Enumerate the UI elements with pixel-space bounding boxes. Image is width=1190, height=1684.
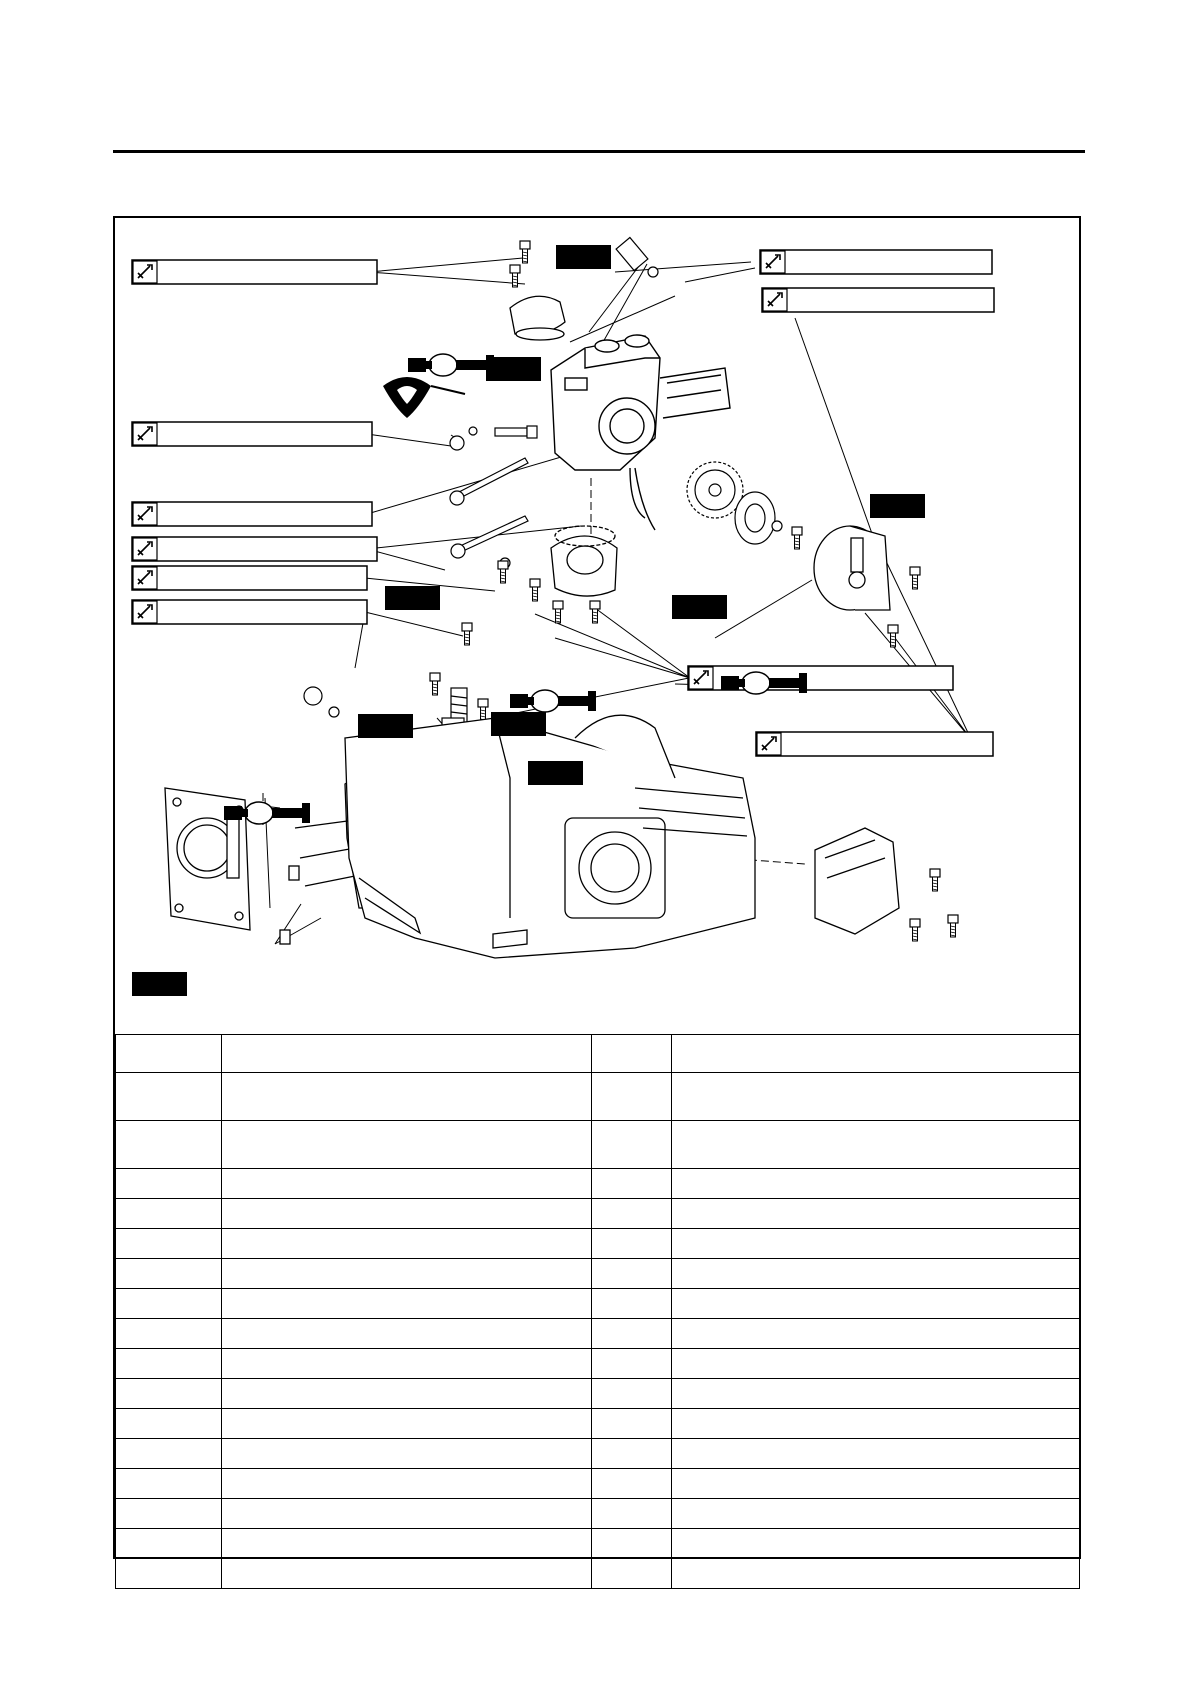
bolt — [478, 699, 488, 721]
table-cell — [116, 1199, 222, 1229]
table-row — [116, 1499, 1080, 1529]
wrench-icon — [133, 423, 157, 445]
table-cell — [592, 1559, 672, 1589]
bolt — [792, 527, 802, 549]
table-cell — [592, 1439, 672, 1469]
table-cell — [116, 1319, 222, 1349]
table-row — [116, 1229, 1080, 1259]
table-cell — [116, 1121, 222, 1169]
bolt — [462, 623, 472, 645]
table-cell — [672, 1559, 1080, 1589]
table-row — [116, 1169, 1080, 1199]
header-rule — [113, 150, 1085, 153]
new-part-badge — [491, 712, 546, 736]
parts-table — [115, 1034, 1080, 1589]
torque-spec-bottom-right — [756, 732, 993, 756]
table-row — [116, 1121, 1080, 1169]
table-cell — [672, 1529, 1080, 1559]
table-cell — [116, 1379, 222, 1409]
table-cell — [592, 1499, 672, 1529]
bolt — [430, 673, 440, 695]
table-cell — [222, 1529, 592, 1559]
table-cell — [672, 1229, 1080, 1259]
pump-housing — [551, 526, 617, 596]
table-cell — [672, 1169, 1080, 1199]
table-cell — [222, 1379, 592, 1409]
bolt — [930, 869, 940, 891]
bolt — [910, 567, 920, 589]
table-cell — [672, 1073, 1080, 1121]
new-part-badge — [672, 595, 727, 619]
crankcase-cover — [815, 828, 899, 934]
spark-plug — [450, 426, 537, 450]
new-part-badge — [528, 761, 583, 785]
torque-spec-top-left — [132, 260, 377, 284]
table-cell — [592, 1289, 672, 1319]
table-row — [116, 1409, 1080, 1439]
table-cell — [672, 1259, 1080, 1289]
column-header — [222, 1035, 592, 1073]
table-cell — [672, 1199, 1080, 1229]
table-cell — [672, 1319, 1080, 1349]
table-cell — [592, 1169, 672, 1199]
wrench-icon — [133, 503, 157, 525]
table-row — [116, 1559, 1080, 1589]
new-part-badge — [556, 245, 611, 269]
table-cell — [592, 1529, 672, 1559]
bolt — [590, 601, 600, 623]
table-cell — [222, 1349, 592, 1379]
bolt — [520, 241, 530, 263]
table-row — [116, 1073, 1080, 1121]
table-cell — [116, 1499, 222, 1529]
torque-spec-top-right-1 — [760, 250, 992, 274]
bolt — [910, 919, 920, 941]
table-cell — [222, 1559, 592, 1589]
table-cell — [116, 1529, 222, 1559]
wrench-icon — [133, 567, 157, 589]
table-cell — [116, 1259, 222, 1289]
table-cell — [116, 1229, 222, 1259]
new-part-badge — [870, 494, 925, 518]
table-cell — [592, 1073, 672, 1121]
table-cell — [592, 1319, 672, 1349]
table-cell — [672, 1289, 1080, 1319]
table-cell — [222, 1499, 592, 1529]
table-cell — [222, 1169, 592, 1199]
exploded-parts-diagram — [115, 218, 1079, 1034]
table-row — [116, 1469, 1080, 1499]
table-cell — [222, 1409, 592, 1439]
table-cell — [672, 1409, 1080, 1439]
table-cell — [592, 1121, 672, 1169]
new-part-badge — [486, 357, 541, 381]
table-row — [116, 1259, 1080, 1289]
head-bolts — [450, 458, 528, 568]
table-cell — [222, 1199, 592, 1229]
grease-icon — [383, 377, 465, 418]
table-cell — [222, 1469, 592, 1499]
bolt — [948, 915, 958, 937]
table-row — [116, 1379, 1080, 1409]
table-cell — [592, 1409, 672, 1439]
column-header — [672, 1035, 1080, 1073]
wrench-icon — [133, 601, 157, 623]
torque-spec-left-5 — [132, 600, 367, 624]
wrench-icon — [763, 289, 787, 311]
new-part-badge — [358, 714, 413, 738]
table-row — [116, 1439, 1080, 1469]
table-cell — [672, 1499, 1080, 1529]
table-cell — [222, 1289, 592, 1319]
table-cell — [672, 1379, 1080, 1409]
table-row — [116, 1349, 1080, 1379]
table-cell — [672, 1349, 1080, 1379]
table-cell — [222, 1073, 592, 1121]
table-cell — [116, 1439, 222, 1469]
table-cell — [116, 1169, 222, 1199]
table-cell — [222, 1229, 592, 1259]
table-row — [116, 1529, 1080, 1559]
table-cell — [116, 1469, 222, 1499]
table-cell — [592, 1349, 672, 1379]
table-cell — [672, 1121, 1080, 1169]
new-part-badge — [385, 586, 440, 610]
table-cell — [116, 1289, 222, 1319]
table-row — [116, 1289, 1080, 1319]
table-cell — [222, 1259, 592, 1289]
table-cell — [592, 1379, 672, 1409]
diagram-frame — [113, 216, 1081, 1559]
bolt — [498, 561, 508, 583]
wrench-icon — [689, 667, 713, 689]
table-cell — [116, 1073, 222, 1121]
bolt — [553, 601, 563, 623]
table-cell — [592, 1259, 672, 1289]
column-header — [116, 1035, 222, 1073]
oil-can-icon — [510, 690, 596, 712]
cam-sprocket — [687, 462, 782, 544]
torque-spec-left-4 — [132, 566, 367, 590]
wrench-icon — [133, 538, 157, 560]
table-cell — [116, 1409, 222, 1439]
bolt — [888, 625, 898, 647]
new-part-badge — [132, 972, 187, 996]
bolt — [530, 579, 540, 601]
column-header — [592, 1035, 672, 1073]
wrench-icon — [757, 733, 781, 755]
table-cell — [222, 1121, 592, 1169]
table-cell — [116, 1559, 222, 1589]
table-cell — [222, 1319, 592, 1349]
table-cell — [592, 1199, 672, 1229]
table-cell — [222, 1439, 592, 1469]
table-row — [116, 1319, 1080, 1349]
head-cover — [510, 296, 565, 340]
table-header-row — [116, 1035, 1080, 1073]
crankcase — [345, 715, 755, 958]
table-cell — [592, 1469, 672, 1499]
torque-spec-left-1 — [132, 422, 372, 446]
wrench-icon — [133, 261, 157, 283]
torque-spec-top-right-2 — [762, 288, 994, 312]
table-cell — [116, 1349, 222, 1379]
table-row — [116, 1199, 1080, 1229]
table-cell — [672, 1439, 1080, 1469]
table-cell — [592, 1229, 672, 1259]
oil-can-icon — [408, 354, 494, 376]
table-cell — [672, 1469, 1080, 1499]
torque-spec-left-3 — [132, 537, 377, 561]
wrench-icon — [761, 251, 785, 273]
torque-spec-left-2 — [132, 502, 372, 526]
thermostat-cover — [814, 526, 890, 610]
